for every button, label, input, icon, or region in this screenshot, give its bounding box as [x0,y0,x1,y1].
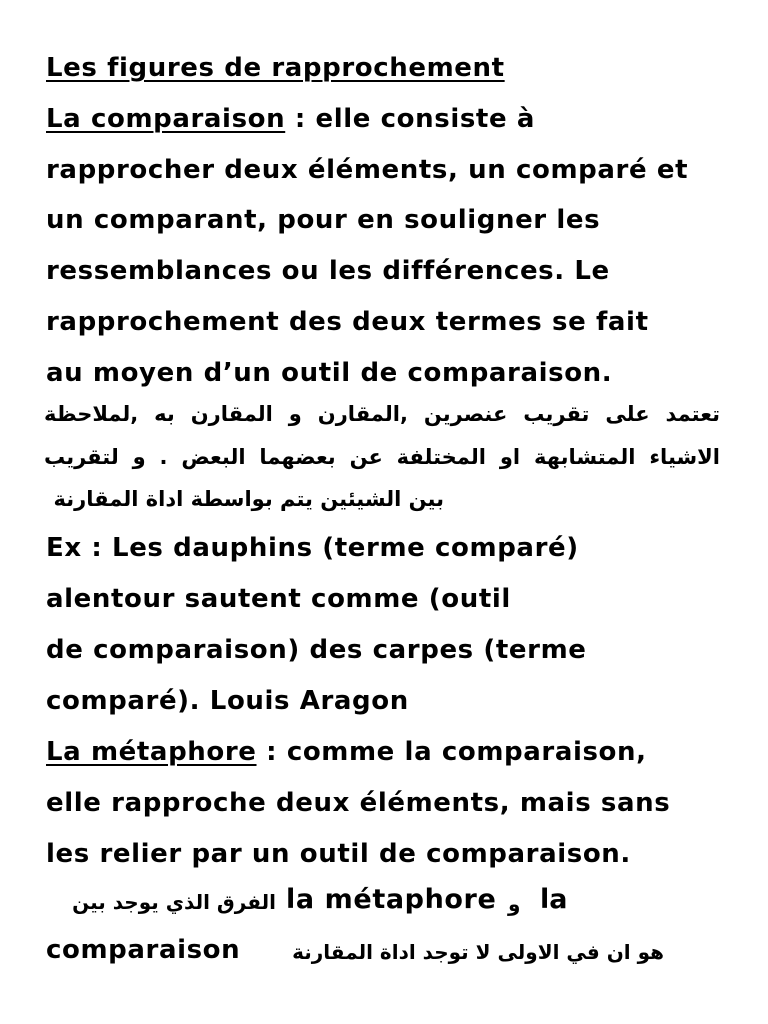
comparaison-definition-start: : elle consiste à [285,104,535,134]
comparaison-arabic-line-1: تعتمد على تقريب عنصرين ,المقارن و المقارن به ,لملاحظة [44,402,720,426]
difference-term-la: la [540,884,568,915]
difference-arabic-part-1: الفرق الذي يوجد بين [72,890,276,914]
example-line-2: alentour sautent comme (outil [46,584,511,614]
comparaison-arabic-line-2: الاشياء المتشابهة او المختلفة عن بعضهما البعض . و لتقريب [44,445,720,469]
comparaison-line-5: rapprochement des deux termes se fait [46,307,649,337]
comparaison-line-6: au moyen d’un outil de comparaison. [46,358,613,388]
difference-arabic-and: و [508,892,521,916]
difference-term-metaphore: la métaphore [286,884,497,915]
metaphore-line-3: les relier par un outil de comparaison. [46,839,631,869]
comparaison-line-4: ressemblances ou les différences. Le [46,256,610,286]
comparaison-line-1 [46,102,736,136]
example-line-3: de comparaison) des carpes (terme [46,635,587,665]
comparaison-line-3: un comparant, pour en souligner les [46,205,601,235]
comparaison-arabic-line-3: بين الشيئين يتم بواسطة اداة المقارنة [53,487,444,511]
difference-term-comparaison: comparaison [46,935,241,965]
metaphore-line-2: elle rapproche deux éléments, mais sans [46,788,671,818]
example-line-4: comparé). Louis Aragon [46,686,409,716]
metaphore-line-1 [46,735,736,769]
document-title: Les figures de rapprochement [46,53,505,83]
metaphore-term: La métaphore [46,737,257,767]
difference-arabic-part-2: هو ان في الاولى لا توجد اداة المقارنة [292,940,664,964]
metaphore-definition-start: : comme la comparaison, [256,737,647,767]
comparaison-term: La comparaison [46,104,286,134]
comparaison-line-2: rapprocher deux éléments, un comparé et [46,155,689,185]
example-line-1: Ex : Les dauphins (terme comparé) [46,533,579,563]
